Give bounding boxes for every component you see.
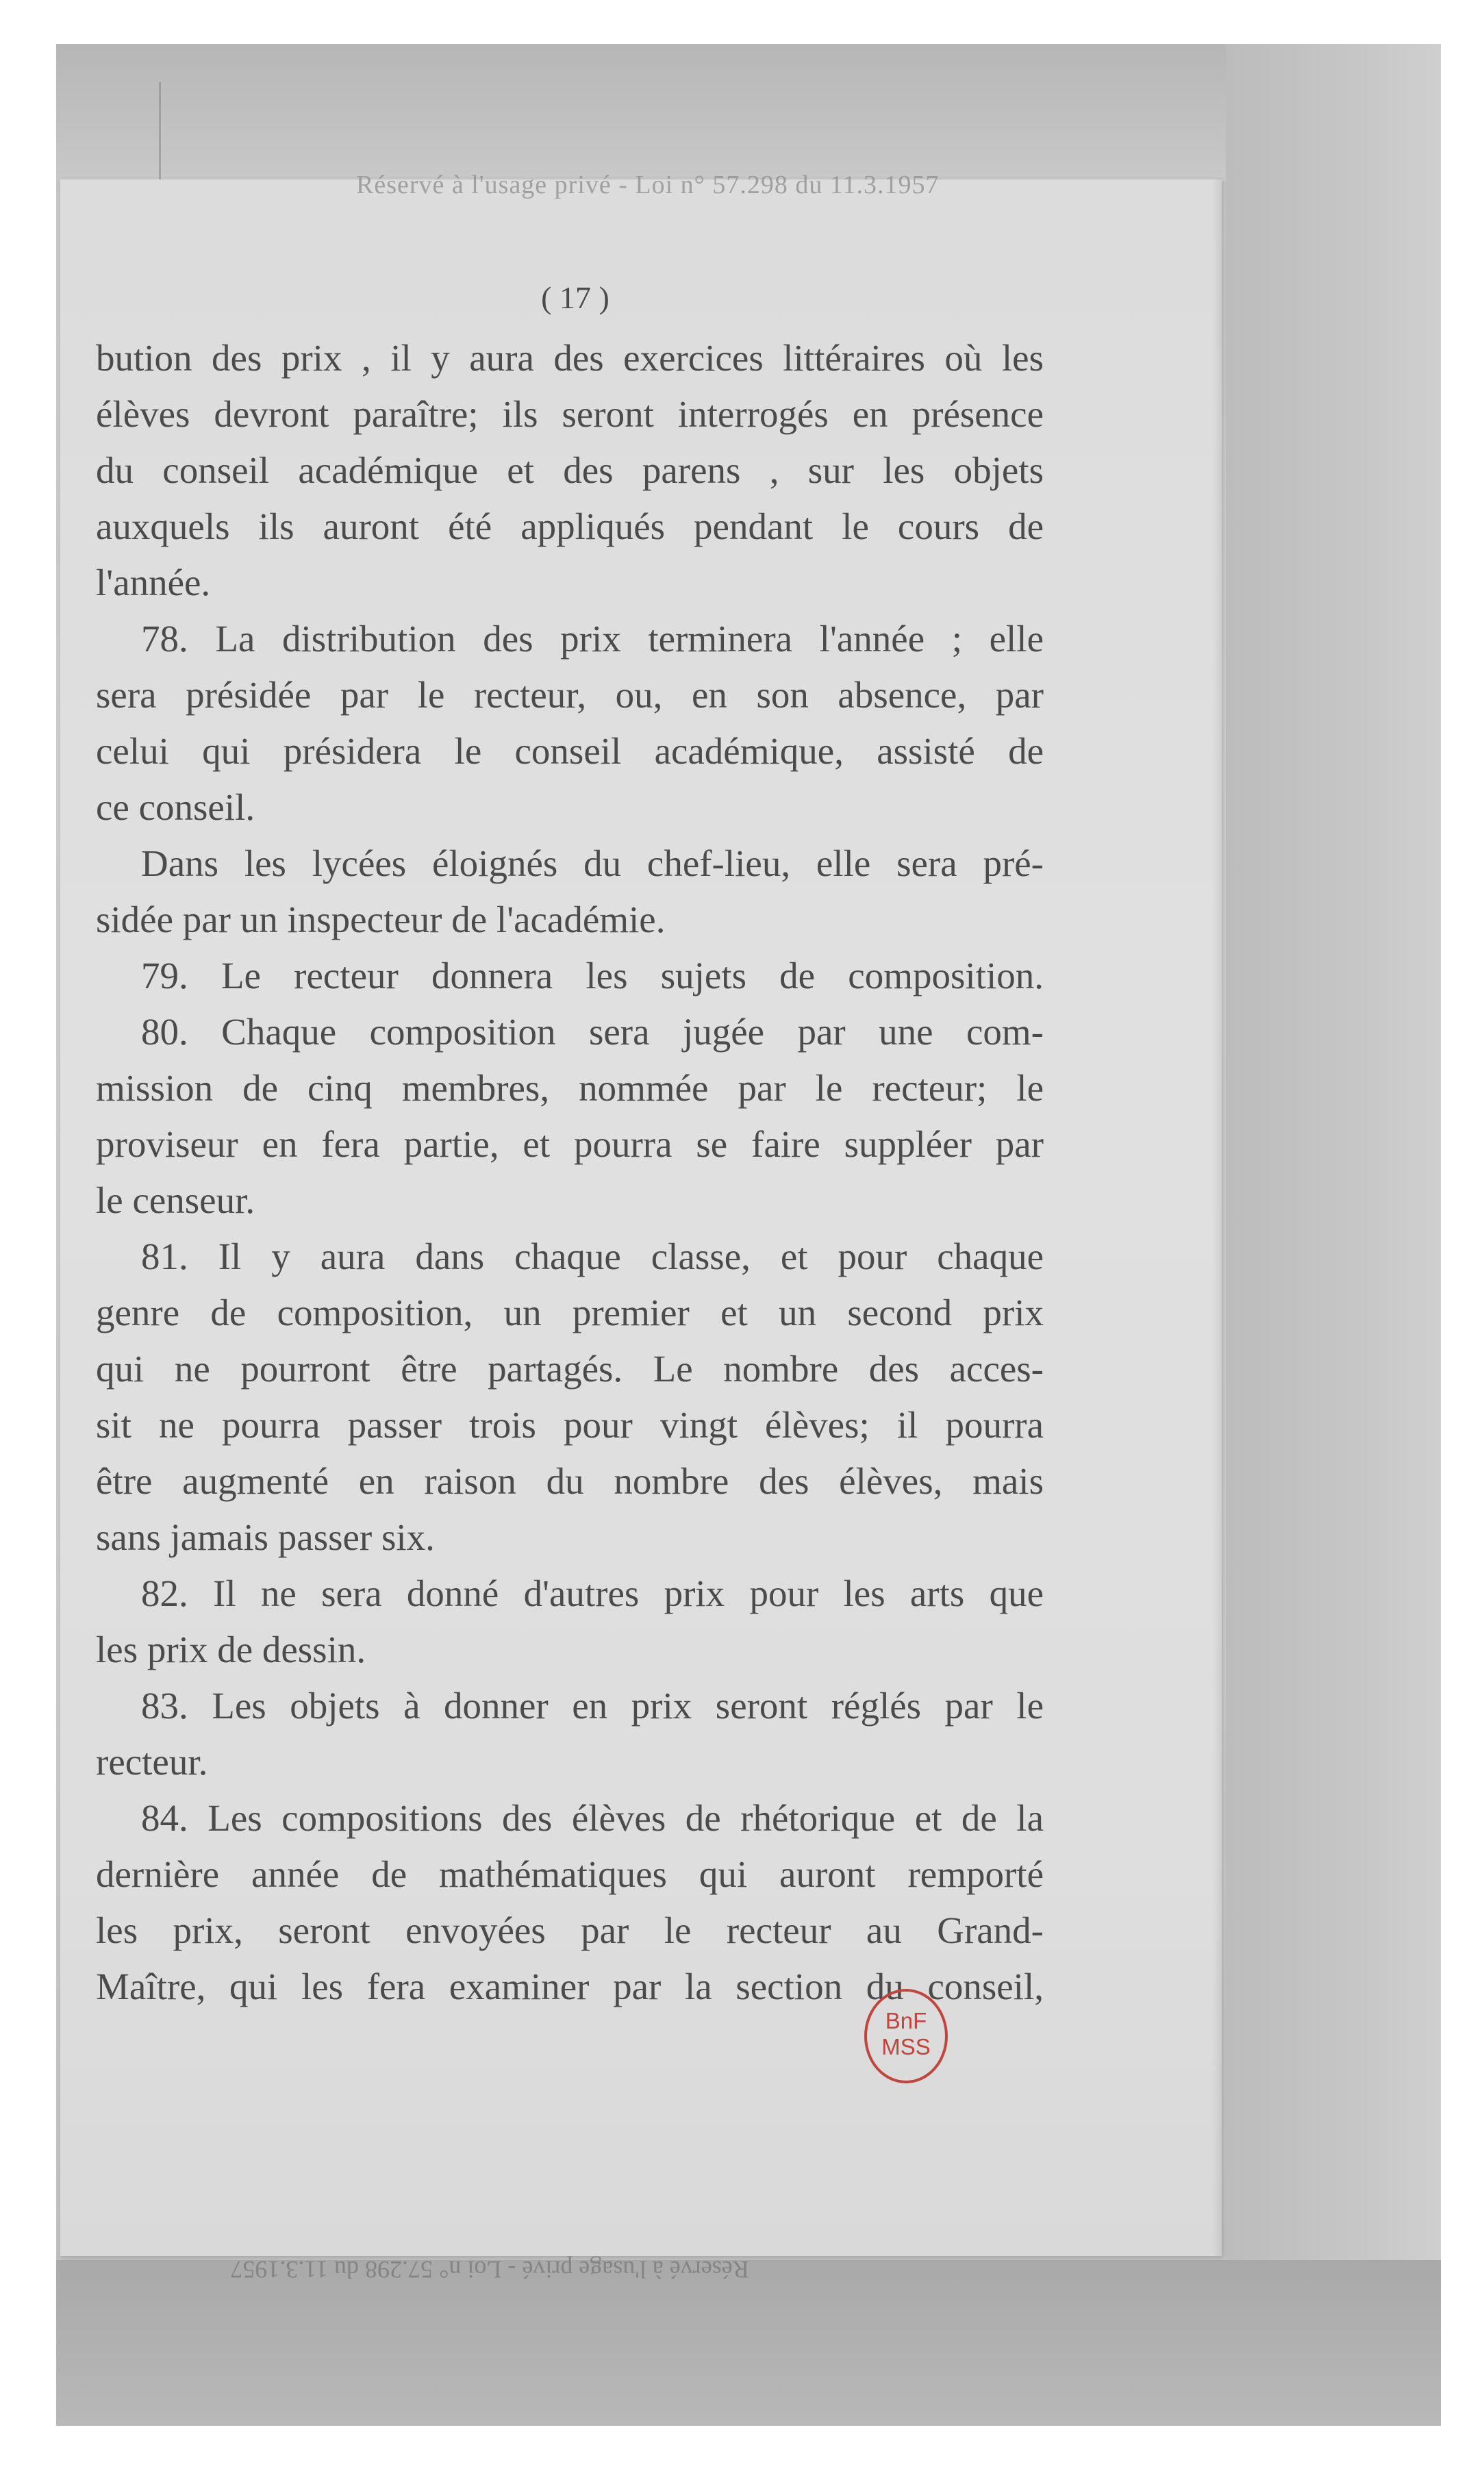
text-line: être augmenté en raison du nombre des élèves, mais (96, 1460, 1044, 1502)
body-text (96, 330, 1044, 2015)
text-line: Dans les lycées éloignés du chef-lieu, elle sera pré- (141, 842, 1044, 884)
text-line: 83. Les objets à donner en prix seront réglés par le (141, 1685, 1044, 1727)
scan-right-strip (1226, 44, 1441, 2260)
text-line: celui qui présidera le conseil académique, assisté de (96, 730, 1044, 772)
text-line: les prix de dessin. (96, 1629, 366, 1670)
text-line: 84. Les compositions des élèves de rhétorique et de la (141, 1797, 1044, 1839)
header-library-stamp: Réservé à l'usage privé - Loi n° 57.298 du 11.3.1957 (356, 171, 940, 199)
text-line: bution des prix , il y aura des exercices littéraires où les (96, 337, 1044, 379)
text-line: Maître, qui les fera examiner par la section du conseil, (96, 1966, 1044, 2007)
stamp-line-1: BnF (885, 2008, 927, 2033)
page-edge-shadow (1212, 179, 1222, 2256)
text-line: l'année. (96, 562, 211, 603)
text-line: genre de composition, un premier et un second prix (96, 1292, 1044, 1333)
text-line: ce conseil. (96, 786, 255, 828)
text-line: sera présidée par le recteur, ou, en son absence, par (96, 674, 1044, 716)
text-line: 78. La distribution des prix terminera l'année ; elle (141, 618, 1044, 660)
text-line: qui ne pourront être partagés. Le nombre des acces- (96, 1348, 1044, 1390)
text-line: sidée par un inspecteur de l'académie. (96, 899, 666, 940)
text-line: les prix, seront envoyées par le recteur au Grand- (96, 1909, 1044, 1951)
text-line: le censeur. (96, 1179, 255, 1221)
scan-bottom-band (56, 2260, 1441, 2426)
text-line: sit ne pourra passer trois pour vingt élèves; il pourra (96, 1404, 1044, 1446)
text-line: 82. Il ne sera donné d'autres prix pour les arts que (141, 1572, 1044, 1614)
text-line: sans jamais passer six. (96, 1516, 435, 1558)
text-line: du conseil académique et des parens , sur les objets (96, 449, 1044, 491)
page-number: ( 17 ) (541, 280, 609, 315)
bnf-library-stamp (864, 1989, 948, 2083)
text-line: 80. Chaque composition sera jugée par une com- (141, 1011, 1044, 1053)
text-line: dernière année de mathématiques qui auront remporté (96, 1853, 1044, 1895)
text-line: 79. Le recteur donnera les sujets de composition. (141, 955, 1044, 996)
text-line: mission de cinq membres, nommée par le recteur; le (96, 1067, 1044, 1109)
text-line: élèves devront paraître; ils seront interrogés en présence (96, 393, 1044, 435)
scan-mark (159, 82, 161, 185)
footer-library-stamp: Réservé à l'usage privé - Loi n° 57.298 du 11.3.1957 (230, 2256, 749, 2283)
text-line: 81. Il y aura dans chaque classe, et pour chaque (141, 1235, 1044, 1277)
stamp-line-2: MSS (881, 2034, 931, 2059)
text-line: auxquels ils auront été appliqués pendant le cours de (96, 505, 1044, 547)
text-line: recteur. (96, 1741, 208, 1783)
text-line: proviseur en fera partie, et pourra se faire suppléer par (96, 1123, 1044, 1165)
